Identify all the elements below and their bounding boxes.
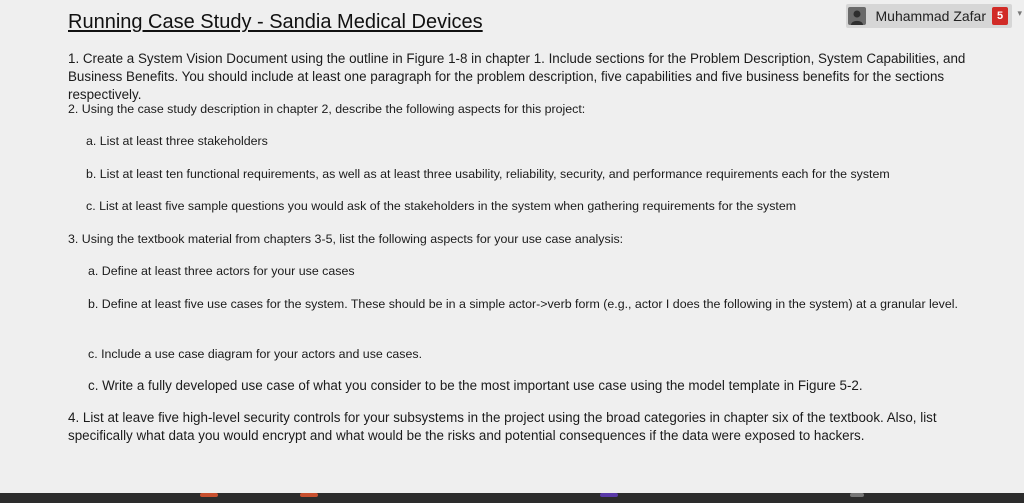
taskbar-glow: [850, 493, 864, 497]
item-2: 2. Using the case study description in chapter 2, describe the following aspects for this project:: [68, 102, 586, 116]
user-name: Muhammad Zafar: [875, 8, 986, 24]
item-3b: b. Define at least five use cases for the system. These should be in a simple actor->verb form (e.g., actor I does the following in the system) at a granular level.: [88, 297, 958, 311]
item-3a: a. Define at least three actors for your use cases: [88, 264, 355, 278]
taskbar-glow: [300, 493, 318, 497]
user-chip[interactable]: [846, 4, 1012, 28]
item-3d: c. Write a fully developed use case of what you consider to be the most important use case using the model template in Figure 5-2.: [88, 378, 863, 393]
item-2b: b. List at least ten functional requirements, as well as at least three usability, reliability, security, and performance requirements each for the system: [86, 167, 890, 181]
taskbar-strip: [0, 493, 1024, 503]
avatar: [848, 7, 866, 25]
taskbar-glow: [200, 493, 218, 497]
item-1: 1. Create a System Vision Document using the outline in Figure 1-8 in chapter 1. Include sections for the Problem Description, System Capabilities, and Business Benefits. You should include at least one paragraph for the problem description, five capabilities and five business benefits for the sections respectively.: [68, 51, 966, 102]
page-title: Running Case Study - Sandia Medical Devices: [68, 11, 483, 33]
taskbar-glow: [600, 493, 618, 497]
chevron-down-icon[interactable]: ▾: [1017, 8, 1022, 18]
item-4: 4. List at leave five high-level security controls for your subsystems in the project using the broad categories in chapter six of the textbook. Also, list specifically what data you would encrypt and what would be the risks and potential consequences if the data were exposed to hackers.: [68, 410, 937, 443]
person-silhouette-icon: [850, 9, 864, 25]
notification-badge[interactable]: 5: [992, 7, 1008, 25]
item-2a: a. List at least three stakeholders: [86, 134, 268, 148]
item-3: 3. Using the textbook material from chapters 3-5, list the following aspects for your use case analysis:: [68, 232, 624, 246]
item-3c: c. Include a use case diagram for your actors and use cases.: [88, 347, 423, 361]
item-2c: c. List at least five sample questions you would ask of the stakeholders in the system when gathering requirements for the system: [86, 199, 797, 213]
